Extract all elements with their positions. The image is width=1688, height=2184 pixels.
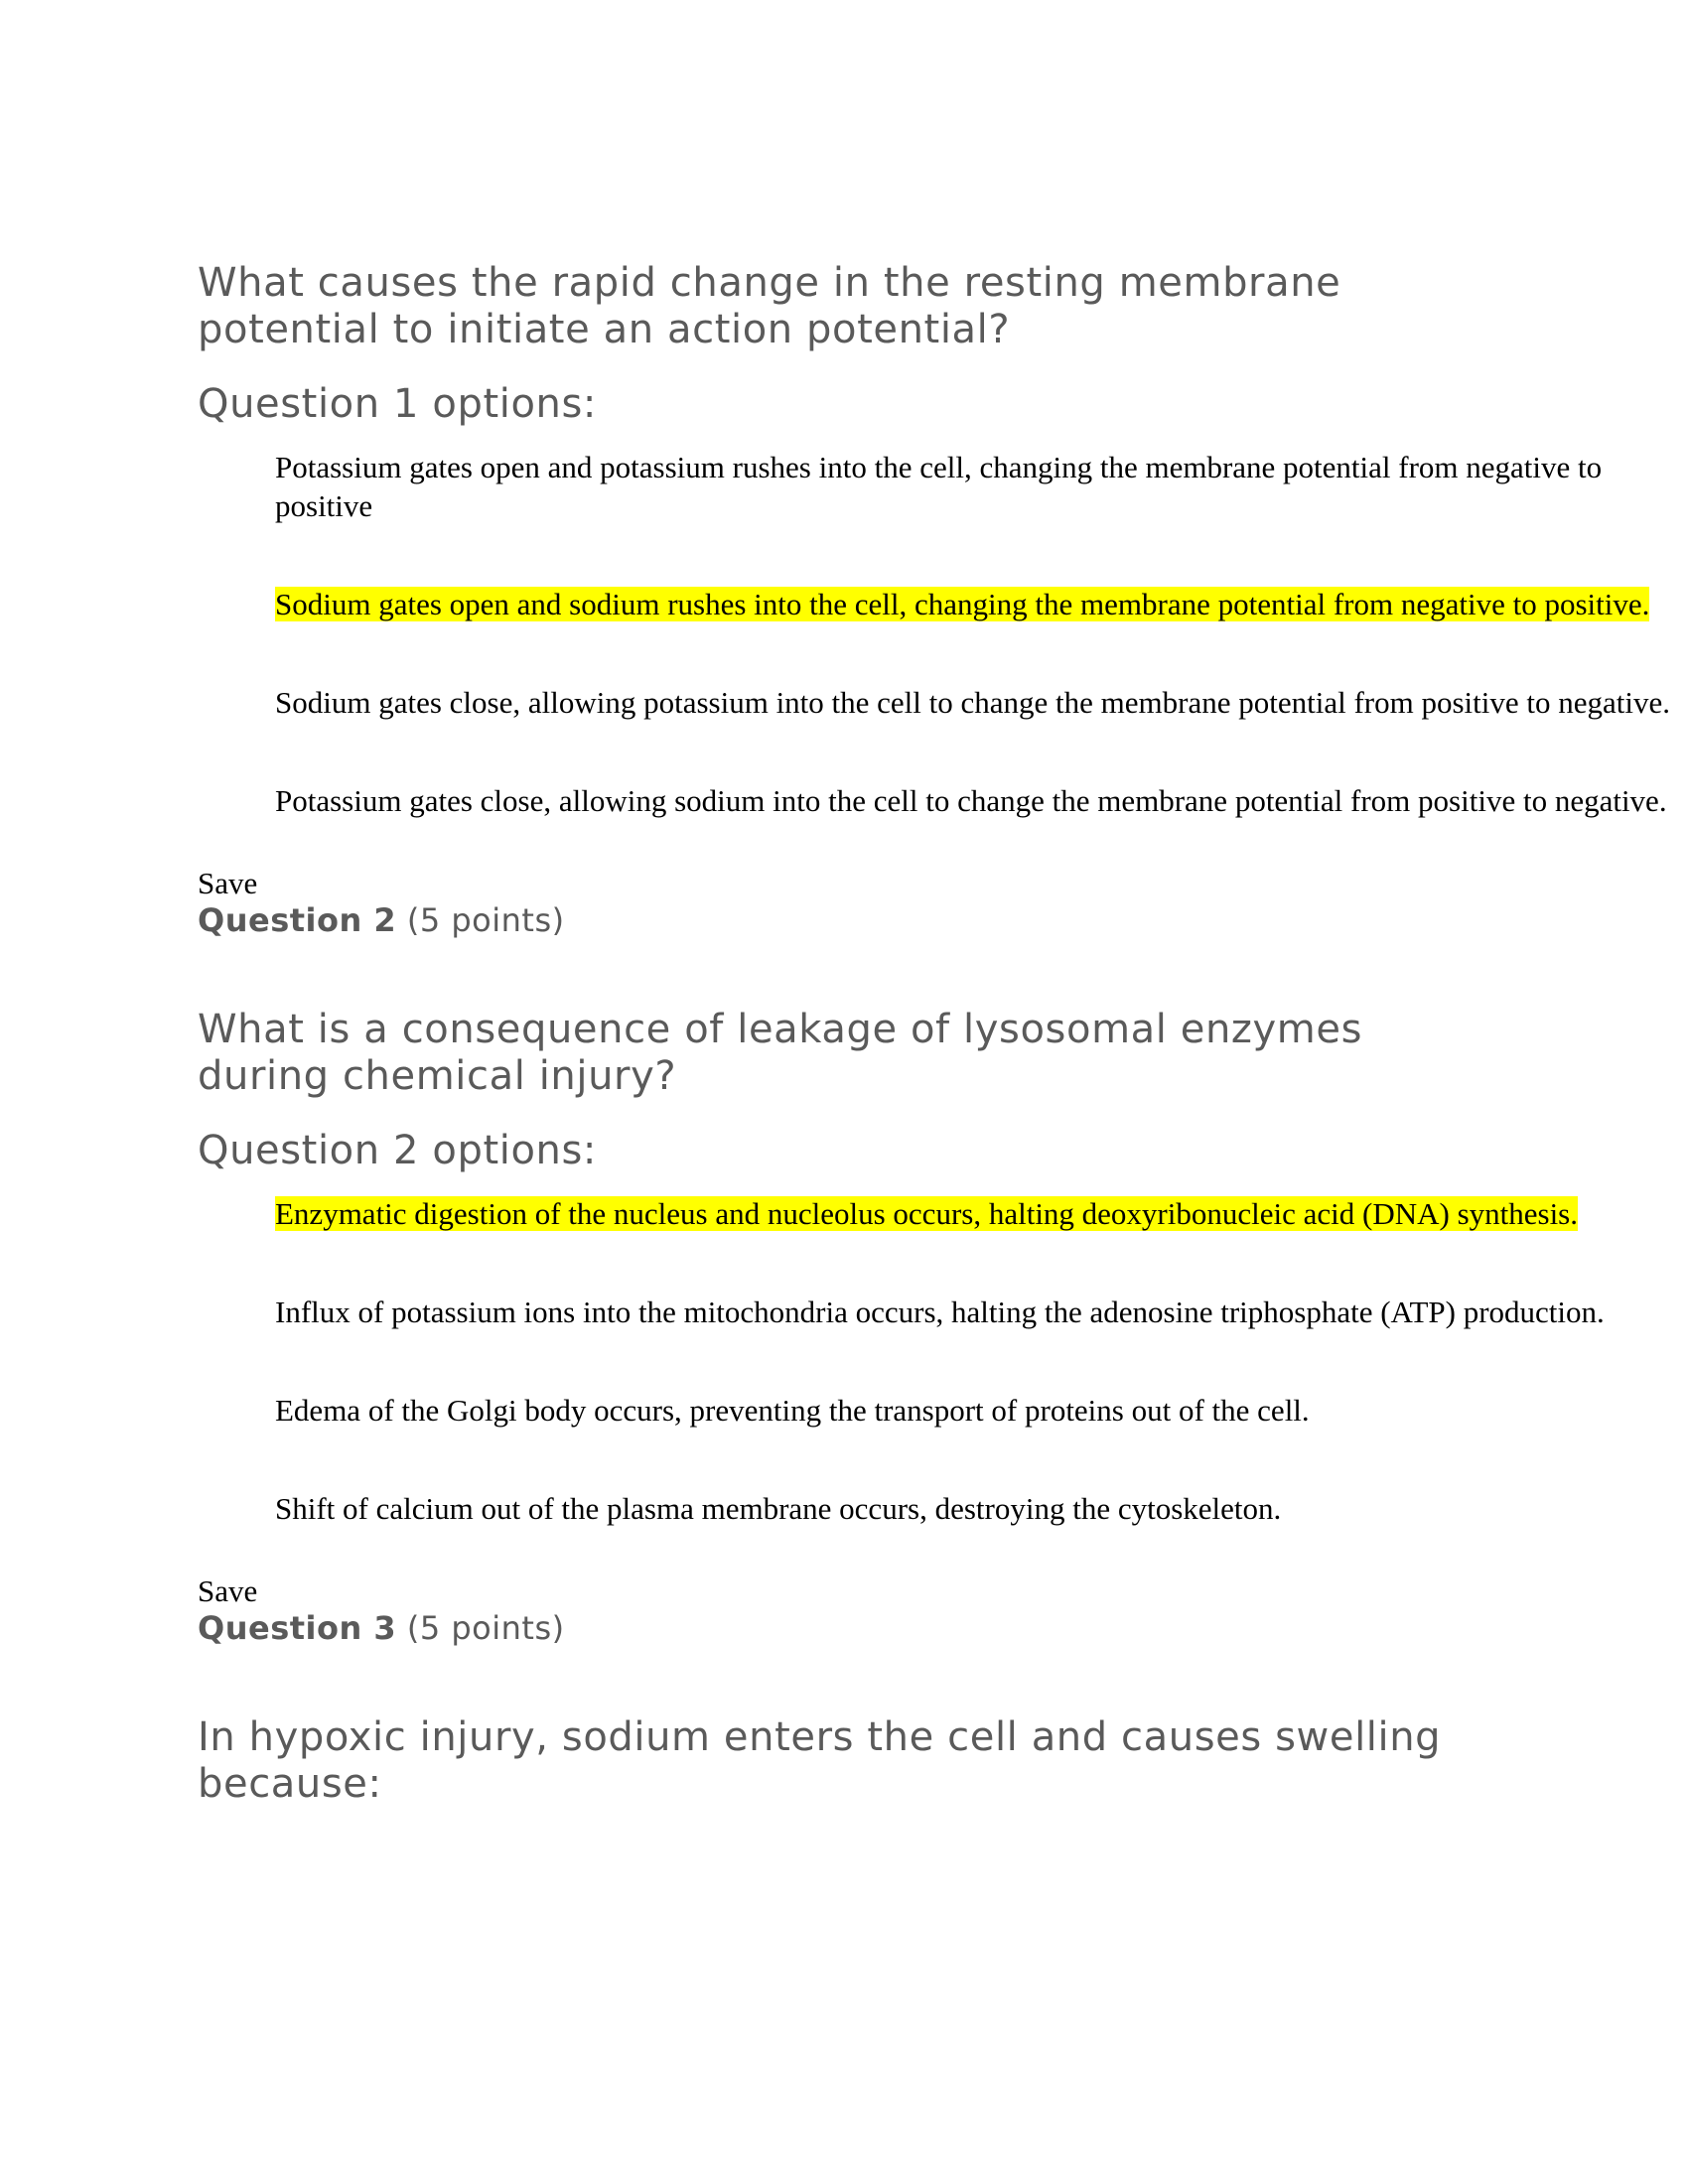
question-1-save-button[interactable]: Save (198, 866, 258, 900)
question-1-option-1[interactable] (275, 448, 1675, 525)
option-text-highlighted: Enzymatic digestion of the nucleus and nucleolus occurs, halting deoxyribonucleic acid (DNA) synthesis. (275, 1196, 1578, 1231)
spacer (198, 1647, 1667, 1714)
question-1 (198, 260, 1671, 901)
question-1-option-4[interactable] (275, 781, 1675, 820)
option-text: Potassium gates open and potassium rushes into the cell, changing the membrane potential from negative to positive (275, 450, 1603, 523)
question-2-save-button[interactable]: Save (198, 1573, 258, 1608)
question-3-number: Question 3 (198, 1609, 397, 1647)
question-2-option-4[interactable] (275, 1489, 1675, 1528)
question-3 (198, 1609, 1667, 1808)
question-2-option-2[interactable] (275, 1293, 1675, 1331)
question-1-options (275, 448, 1675, 820)
question-2-options-label: Question 2 options: (198, 1128, 597, 1173)
option-text-highlighted: Sodium gates open and sodium rushes into the cell, changing the membrane potential from negative to positive. (275, 587, 1650, 621)
question-2 (198, 901, 1667, 1609)
question-1-option-2[interactable] (275, 585, 1675, 623)
question-1-options-label: Question 1 options: (198, 381, 597, 427)
question-1-option-3[interactable] (275, 683, 1675, 722)
document-page (198, 260, 1671, 1808)
question-1-text: What causes the rapid change in the resting membrane potential to initiate an action potential? (198, 260, 1341, 352)
option-text: Potassium gates close, allowing sodium into the cell to change the membrane potential from positive to negative. (275, 783, 1667, 818)
question-2-option-1[interactable] (275, 1194, 1675, 1233)
option-text: Edema of the Golgi body occurs, preventing the transport of proteins out of the cell. (275, 1393, 1310, 1428)
question-2-text: What is a consequence of leakage of lysosomal enzymes during chemical injury? (198, 1007, 1363, 1099)
option-text: Shift of calcium out of the plasma membrane occurs, destroying the cytoskeleton. (275, 1491, 1282, 1526)
question-2-header (198, 901, 1667, 939)
question-2-options (275, 1194, 1675, 1528)
question-3-header (198, 1609, 1667, 1647)
option-text: Influx of potassium ions into the mitochondria occurs, halting the adenosine triphosphate (ATP) production. (275, 1295, 1605, 1329)
question-3-text: In hypoxic injury, sodium enters the cell and causes swelling because: (198, 1714, 1442, 1807)
question-2-option-3[interactable] (275, 1391, 1675, 1430)
spacer (198, 939, 1667, 1007)
question-3-points: (5 points) (406, 1609, 565, 1647)
question-2-number: Question 2 (198, 901, 397, 939)
option-text: Sodium gates close, allowing potassium into the cell to change the membrane potential from positive to negative. (275, 685, 1671, 720)
question-2-points: (5 points) (406, 901, 565, 939)
